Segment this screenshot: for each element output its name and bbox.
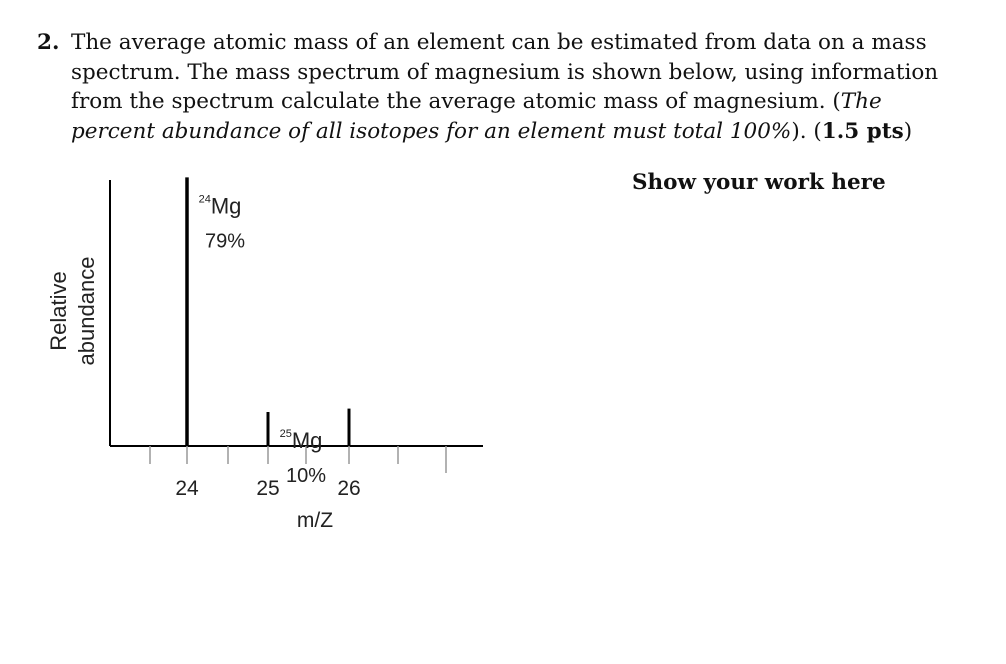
question-text-close: ) <box>903 118 913 144</box>
y-axis-label-line2: abundance <box>74 256 99 366</box>
question-number: 2. <box>37 30 60 55</box>
peak-percent-label-25: 10% <box>285 465 327 487</box>
peak-isotope-label-25 <box>280 428 323 453</box>
show-work-label: Show your work here <box>632 170 886 195</box>
y-axis-label <box>46 257 99 366</box>
y-axis-label-line1: Relative <box>46 271 71 351</box>
peak-mass-number: 25 <box>279 428 292 440</box>
question-text-italic: The percent abundance of all isotopes for an element must total 100% <box>71 89 882 144</box>
question-text-plain: The average atomic mass of an element can be estimated from data on a mass spectrum. The mass spectrum of magnesium is shown below, using information from the spectrum calculate the average atomic mass of magnesium. ( <box>71 30 939 114</box>
question-points: 1.5 pts <box>821 118 904 144</box>
x-axis-label: m/Z <box>296 509 334 532</box>
x-tick-label: 25 <box>256 477 280 500</box>
peak-symbol: Mg <box>210 193 242 219</box>
peak-mass-number: 24 <box>198 193 211 206</box>
peak-isotope-label-24 <box>199 193 242 218</box>
peak-label-group <box>199 193 327 487</box>
question-text-after: ). ( <box>791 118 822 144</box>
peak-percent-label-24: 79% <box>204 230 246 253</box>
major-tick-group <box>187 446 349 464</box>
tick-label-group <box>175 477 360 500</box>
x-tick-label: 26 <box>337 477 361 500</box>
peak-symbol: Mg <box>291 428 323 453</box>
x-tick-label: 24 <box>175 477 199 500</box>
